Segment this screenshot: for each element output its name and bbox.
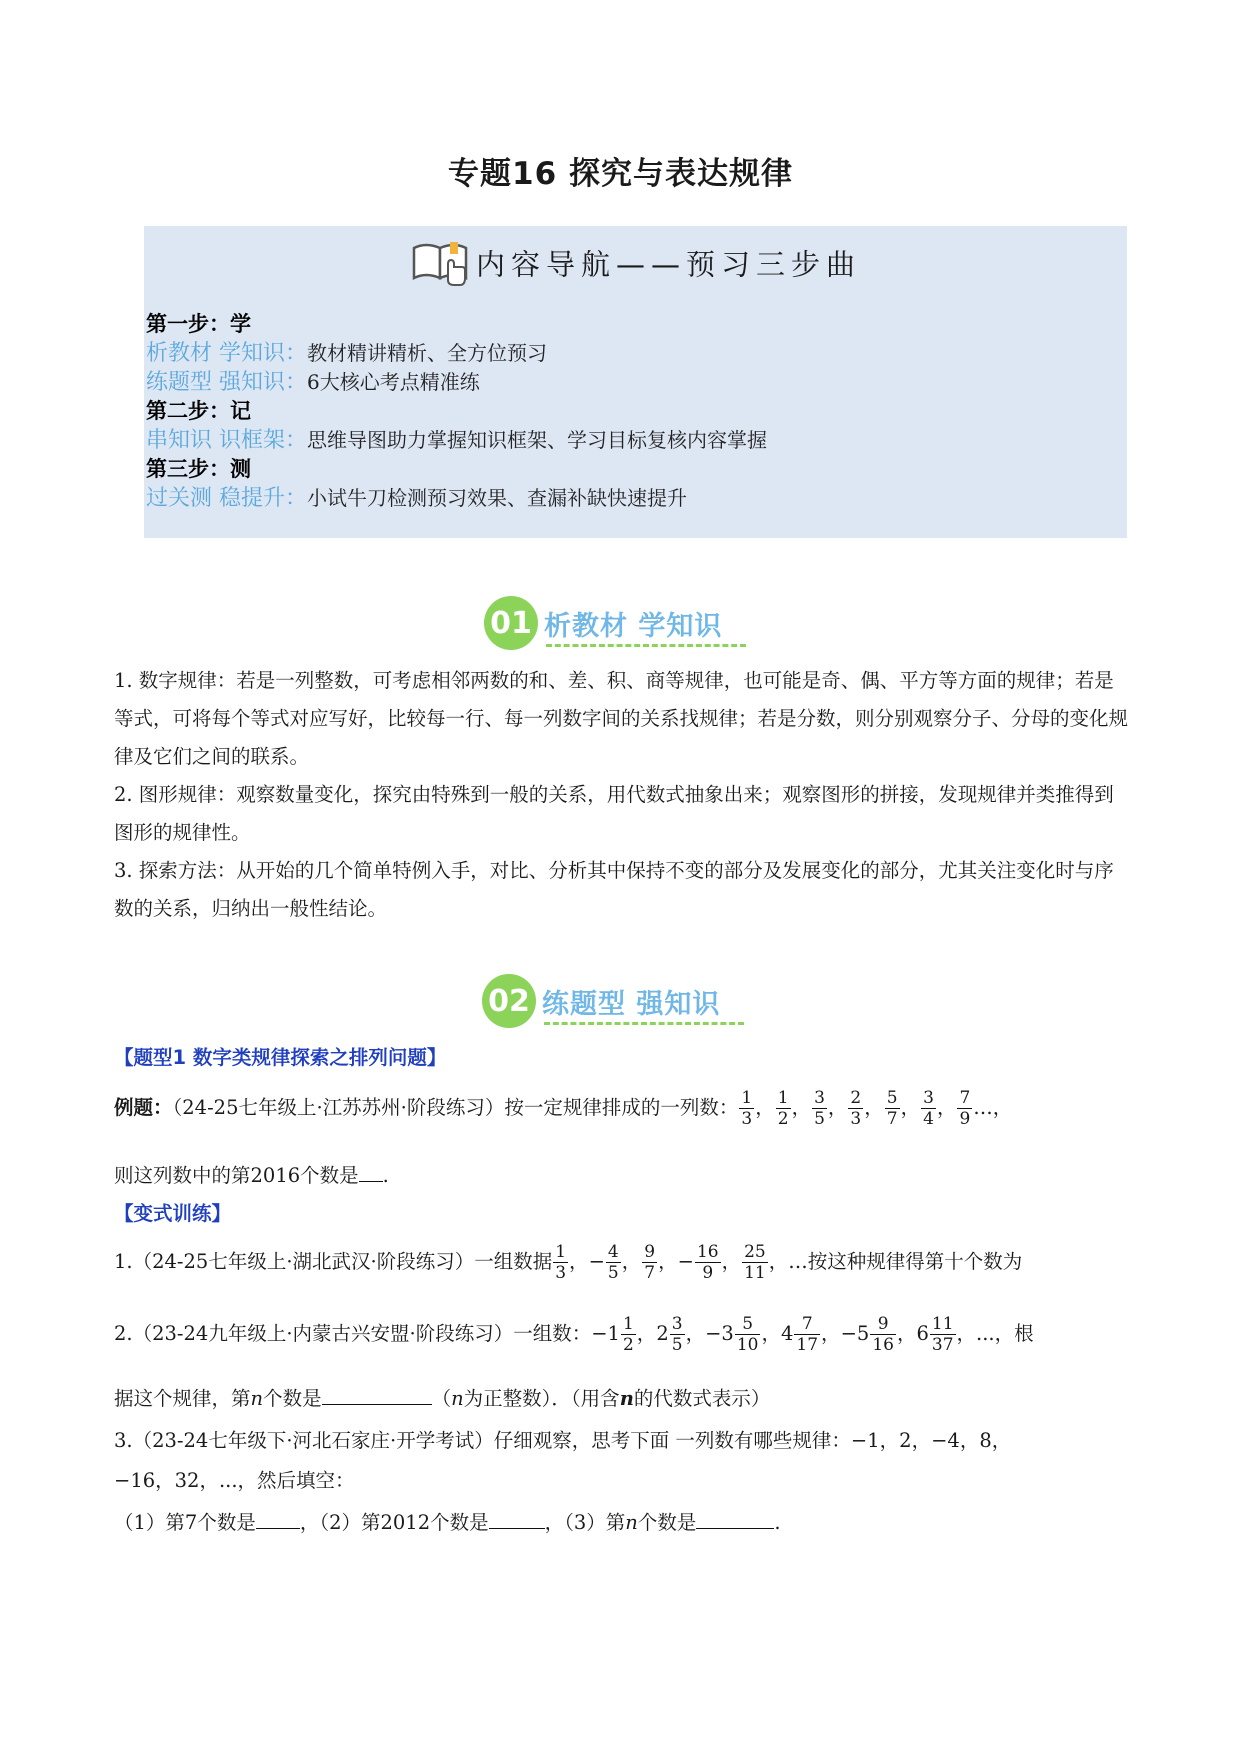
fraction: $\frac{7}{17}$ — [796, 1314, 819, 1355]
page-title: 专题16 探究与表达规律 — [448, 156, 793, 192]
fraction: $\frac{3}{4}$ — [923, 1088, 934, 1129]
fraction: $\frac{2}{3}$ — [850, 1088, 862, 1129]
rule-method: 3. 探索方法：从开始的几个简单特例入手，对比、分析其中保持不变的部分及发展变化的部分，尤其关注变化时与序数的关系，归纳出一般性结论。 — [114, 859, 1114, 920]
q2-mixed-numbers: −1 $\frac{1}{2}$ ，2 $\frac{3}{5}$ ，−3 $\frac{5}{10}$ ，4 $\frac{7}{17}$ ，−5 $\frac{9}{16}$ ，6 $\frac{11}{37}$ — [591, 1314, 954, 1355]
fraction: $\frac{1}{3}$ — [555, 1242, 567, 1283]
question-1: 1.（24-25七年级上·湖北武汉·阶段练习）一组数据 $\frac{1}{3}$ ，− $\frac{4}{5}$ ， $\frac{9}{7}$ ，− $\frac{16}{9}$ ， $\frac{25}{11}$ ，…按这种规律得第十个数为 — [114, 1242, 1023, 1283]
fraction: $\frac{9}{7}$ — [644, 1242, 656, 1283]
topic-heading: 【题型1 数字类规律探索之排列问题】 — [114, 1046, 447, 1069]
section1-text — [114, 662, 1129, 928]
example-fractions: $\frac{1}{3}$ ， $\frac{1}{2}$ ， $\frac{3}{5}$ ， $\frac{2}{3}$ ， $\frac{5}{7}$ ， $\frac{3}{4}$ ， $\frac{7}{9}$ — [741, 1088, 971, 1129]
answer-blank[interactable] — [359, 1163, 383, 1182]
answer-blank[interactable] — [696, 1510, 774, 1529]
nav-line-textbook: 析教材 学知识：教材精讲精析、全方位预习 — [146, 341, 547, 366]
nav-step-2: 第二步：记 — [146, 399, 251, 423]
question-2: 2.（23-24九年级上·内蒙古兴安盟·阶段练习）一组数：−1 $\frac{1}{2}$ ，2 $\frac{3}{5}$ ，−3 $\frac{5}{10}$ ，4 $\frac{7}{17}$ ，−5 $\frac{9}{16}$ ，6 $\frac{11}{37}$ ，...，根 — [114, 1314, 1034, 1355]
fraction: $\frac{3}{5}$ — [671, 1314, 683, 1355]
section-badge-02: 02 练题型 强知识 — [482, 974, 720, 1028]
nav-line-test: 过关测 稳提升：小试牛刀检测预习效果、查漏补缺快速提升 — [146, 486, 687, 511]
fraction: $\frac{5}{10}$ — [736, 1314, 759, 1355]
example-line-2: 则这列数中的第2016个数是 . — [114, 1164, 389, 1187]
nav-step-1: 第一步：学 — [146, 312, 251, 336]
example-line: 例题：（24-25七年级上·江苏苏州·阶段练习）按一定规律排成的一列数： $\frac{1}{3}$ ， $\frac{1}{2}$ ， $\frac{3}{5}$ ， $\frac{2}{3}$ ， $\frac{5}{7}$ ， $\frac{3}{4}$ ， $\frac{7}{9}$ …， — [114, 1088, 1013, 1129]
fraction: $\frac{25}{11}$ — [744, 1242, 766, 1283]
variant-heading: 【变式训练】 — [114, 1202, 232, 1225]
fraction: $\frac{11}{37}$ — [931, 1314, 954, 1355]
nav-step-3: 第三步：测 — [146, 457, 251, 481]
fraction: $\frac{1}{3}$ — [741, 1088, 753, 1129]
section-badge-01: 01 析教材 学知识 — [484, 596, 722, 650]
fraction: $\frac{1}{2}$ — [777, 1088, 789, 1129]
answer-blank[interactable] — [489, 1510, 545, 1529]
fraction: $\frac{3}{5}$ — [814, 1088, 825, 1129]
nav-line-framework: 串知识 识框架：思维导图助力掌握知识框架、学习目标复核内容掌握 — [146, 428, 767, 453]
nav-line-practice: 练题型 强知识：6大核心考点精准练 — [146, 370, 480, 395]
rule-number: 1. 数字规律：若是一列整数，可考虑相邻两数的和、差、积、商等规律，也可能是奇、偶、平方等方面的规律；若是等式，可将每个等式对应写好，比较每一行、每一列数字间的关系找规律；若是分数，则分别观察分子、分母的变化规律及它们之间的联系。 — [114, 669, 1129, 768]
book-pointer-icon — [410, 240, 472, 293]
fraction: $\frac{5}{7}$ — [886, 1088, 898, 1129]
answer-blank[interactable] — [322, 1386, 432, 1405]
fraction: $\frac{4}{5}$ — [607, 1242, 619, 1283]
question-2-line-2: 据这个规律，第n个数是 （n为正整数）．（用含n的代数式表示） — [114, 1387, 771, 1410]
content-navigation-box — [144, 226, 1127, 538]
nav-lines — [146, 310, 767, 513]
question-3-line-2: −16，32，...，然后填空： — [114, 1469, 355, 1492]
fraction: $\frac{1}{2}$ — [622, 1314, 634, 1355]
section-divider — [544, 1022, 744, 1025]
nav-title — [144, 240, 1127, 293]
nav-title-text: 内容导航——预习三步曲 — [475, 247, 861, 282]
fraction: $\frac{16}{9}$ — [696, 1242, 719, 1283]
fraction: $\frac{7}{9}$ — [959, 1088, 971, 1129]
question-3-line-3: （1）第7个数是 ，（2）第2012个数是 ，（3）第n个数是 . — [114, 1511, 781, 1534]
answer-blank[interactable] — [256, 1510, 300, 1529]
q1-fractions: $\frac{1}{3}$ ，− $\frac{4}{5}$ ， $\frac{9}{7}$ ，− $\frac{16}{9}$ ， $\frac{25}{11}$ ， — [555, 1242, 789, 1283]
fraction: $\frac{9}{16}$ — [872, 1314, 894, 1355]
rule-figure: 2. 图形规律：观察数量变化，探究由特殊到一般的关系，用代数式抽象出来；观察图形的拼接，发现规律并类推得到图形的规律性。 — [114, 783, 1114, 844]
section-divider — [546, 644, 746, 647]
question-3: 3.（23-24七年级下·河北石家庄·开学考试）仔细观察，思考下面 一列数有哪些规律：−1，2，−4，8， — [114, 1429, 1012, 1452]
